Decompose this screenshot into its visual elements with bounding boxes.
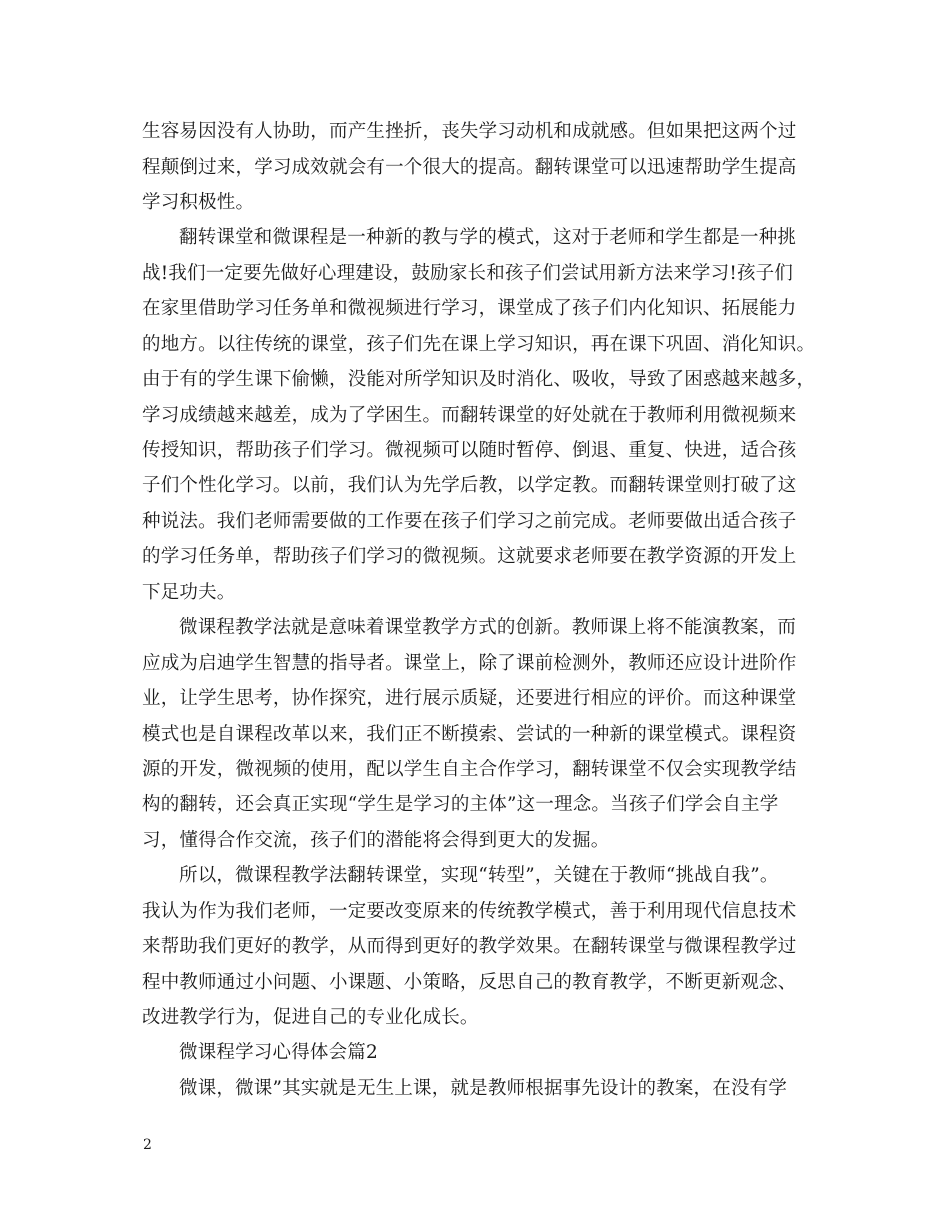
text-line: 下足功夫。 [142,582,236,603]
text-line: 由于有的学生课下偷懒，没能对所学知识及时消化、吸收，导致了困惑越来越多， [142,369,816,390]
text-line: 战!我们一定要先做好心理建设，鼓励家长和孩子们尝试用新方法来学习!孩子们 [142,263,794,284]
text-line: 习，懂得合作交流，孩子们的潜能将会得到更大的发掘。 [142,830,610,851]
text-line: 的学习任务单，帮助孩子们学习的微视频。这就要求老师要在教学资源的开发上 [142,546,797,567]
text-line: 子们个性化学习。以前，我们认为先学后教，以学定教。而翻转课堂则打破了这 [142,475,797,496]
section-heading: 微课程学习心得体会篇2 [179,1042,378,1063]
text-line: 应成为启迪学生智慧的指导者。课堂上，除了课前检测外，教师还应设计进阶作 [142,653,797,674]
text-line: 学习积极性。 [142,192,255,213]
text-line: 学习成绩越来越差，成为了学困生。而翻转课堂的好处就在于教师利用微视频来 [142,405,797,426]
text-line: 源的开发，微视频的使用，配以学生自主合作学习，翻转课堂不仅会实现教学结 [142,759,797,780]
paragraph-first-line: 所以，微课程教学法翻转课堂，实现“转型”，关键在于教师“挑战自我”。 [179,865,779,886]
text-line: 我认为作为我们老师，一定要改变原来的传统教学模式，善于利用现代信息技术 [142,901,797,922]
paragraph-first-line: 微课，微课”其实就是无生上课，就是教师根据事先设计的教案，在没有学 [179,1078,788,1099]
text-line: 在家里借助学习任务单和微视频进行学习，课堂成了孩子们内化知识、拓展能力 [142,298,797,319]
text-line: 生容易因没有人协助，而产生挫折，丧失学习动机和成就感。但如果把这两个过 [142,121,797,142]
text-line: 改进教学行为，促进自己的专业化成长。 [142,1007,479,1028]
text-line: 程中教师通过小问题、小课题、小策略，反思自己的教育教学，不断更新观念、 [142,972,797,993]
text-line: 传授知识，帮助孩子们学习。微视频可以随时暂停、倒退、重复、快进，适合孩 [142,440,797,461]
text-line: 模式也是自课程改革以来，我们正不断摸索、尝试的一种新的课堂模式。课程资 [142,724,797,745]
text-line: 构的翻转，还会真正实现“学生是学习的主体”这一理念。当孩子们学会自主学 [142,794,779,815]
text-line: 业，让学生思考，协作探究，进行展示质疑，还要进行相应的评价。而这种课堂 [142,688,797,709]
text-line: 来帮助我们更好的教学，从而得到更好的教学效果。在翻转课堂与微课程教学过 [142,936,797,957]
text-line: 种说法。我们老师需要做的工作要在孩子们学习之前完成。老师要做出适合孩子 [142,511,797,532]
text-line: 程颠倒过来，学习成效就会有一个很大的提高。翻转课堂可以迅速帮助学生提高 [142,157,797,178]
paragraph-first-line: 翻转课堂和微课程是一种新的教与学的模式，这对于老师和学生都是一种挑 [179,227,797,248]
page-number: 2 [143,1137,152,1153]
text-line: 的地方。以往传统的课堂，孩子们先在课上学习知识，再在课下巩固、消化知识。 [142,334,816,355]
paragraph-first-line: 微课程教学法就是意味着课堂教学方式的创新。教师课上将不能演教案，而 [179,617,797,638]
